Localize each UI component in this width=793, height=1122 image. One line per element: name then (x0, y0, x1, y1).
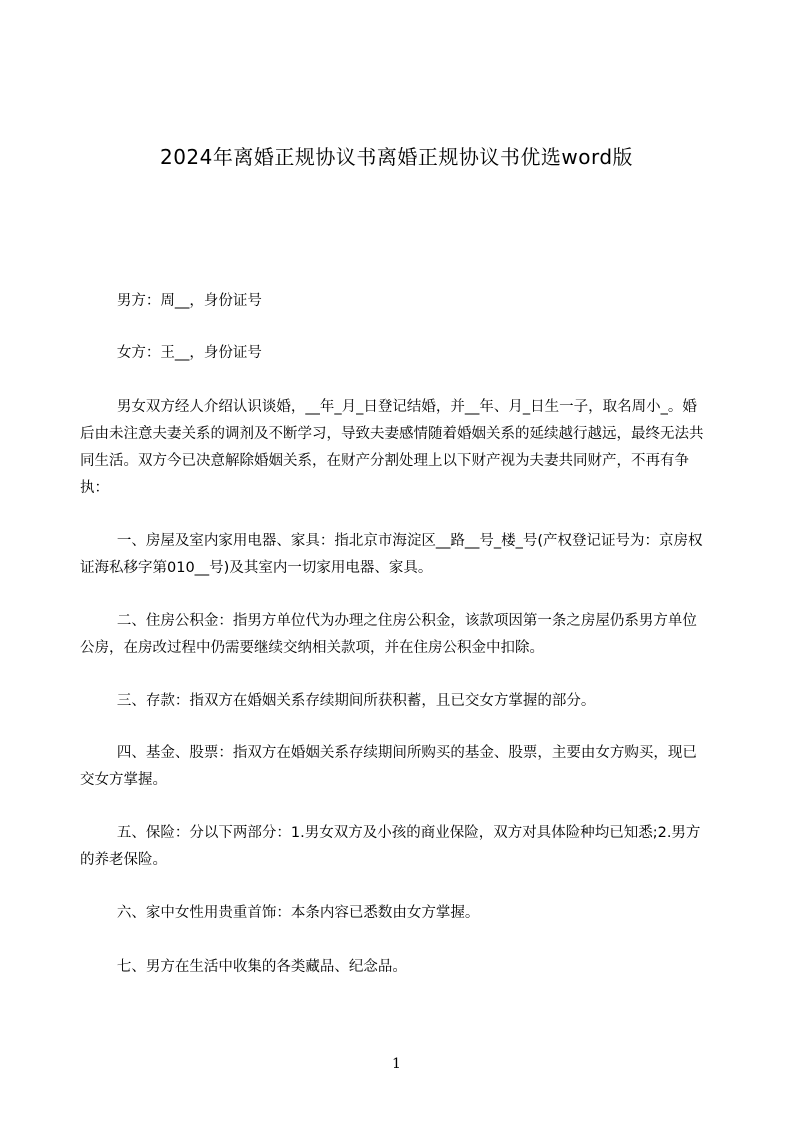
paragraph-item-5: 五、保险：分以下两部分：1.男女双方及小孩的商业保险，双方对具体险种均已知悉;2.男方的养老保险。 (80, 825, 701, 868)
paragraph-item-2: 二、住房公积金：指男方单位代为办理之住房公积金，该款项因第一条之房屋仍系男方单位公房，在房改过程中仍需要继续交纳相关款项，并在住房公积金中扣除。 (80, 613, 697, 656)
document-title: 2024年离婚正规协议书离婚正规协议书优选word版 (159, 145, 634, 169)
paragraph-item-4: 四、基金、股票：指双方在婚姻关系存续期间所购买的基金、股票，主要由女方购买，现已交女方掌握。 (80, 745, 697, 788)
paragraph-item-7: 七、男方在生活中收集的各类藏品、纪念品。 (80, 959, 407, 975)
page-number: 1 (392, 1056, 401, 1072)
paragraph-item-6: 六、家中女性用贵重首饰：本条内容已悉数由女方掌握。 (80, 905, 480, 921)
paragraph-wife: 女方：王__，身份证号 (80, 345, 262, 361)
paragraph-item-1: 一、房屋及室内家用电器、家具：指北京市海淀区__路__号_楼_号(产权登记证号为：京房权证海私移字第010__号)及其室内一切家用电器、家具。 (80, 533, 703, 576)
paragraph-husband: 男方：周__，身份证号 (80, 293, 262, 309)
paragraph-item-3: 三、存款：指双方在婚姻关系存续期间所获积蓄，且已交女方掌握的部分。 (80, 693, 596, 709)
paragraph-intro: 男女双方经人介绍认识谈婚，__年_月_日登记结婚，并__年、月_日生一子，取名周小_。婚后由未注意夫妻关系的调剂及不断学习，导致夫妻感情随着婚姻关系的延续越行越远，最终无法共同生活。双方今已决意解除婚姻关系，在财产分割处理上以下财产视为夫妻共同财产，不再有争执： (80, 399, 704, 496)
